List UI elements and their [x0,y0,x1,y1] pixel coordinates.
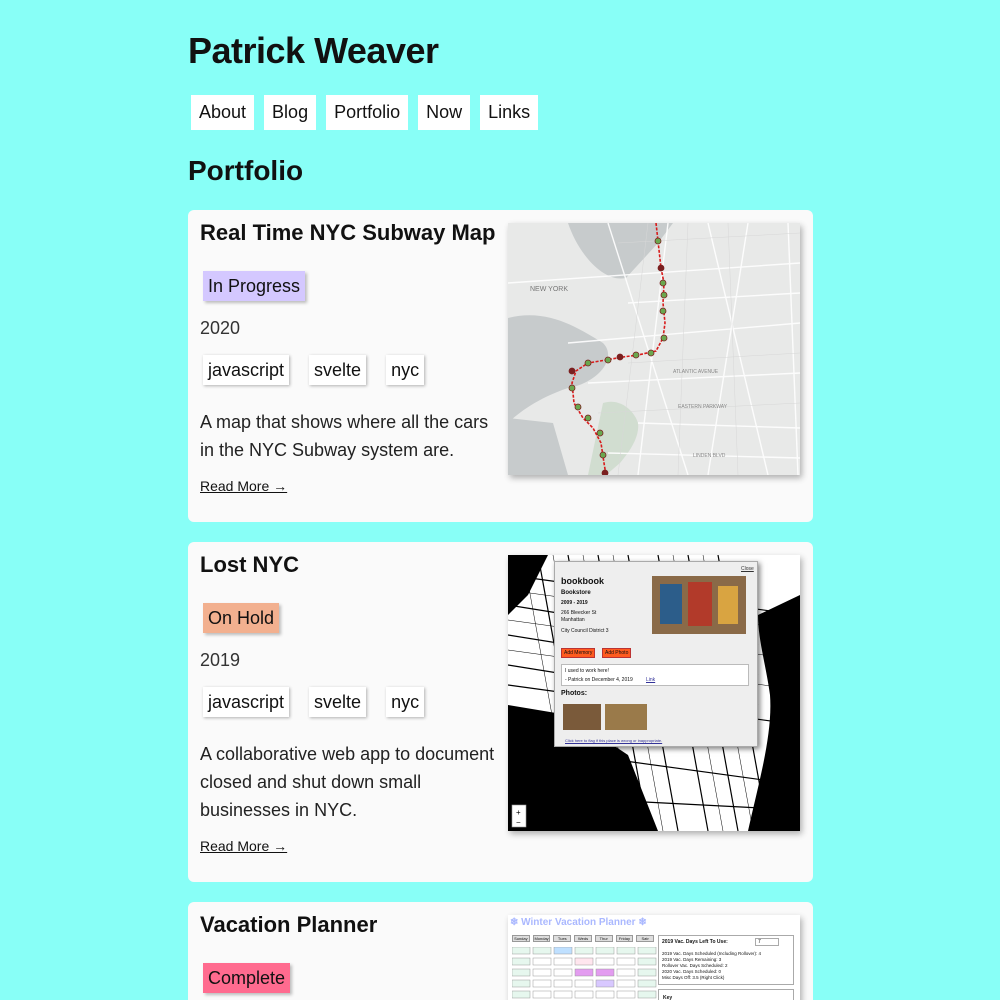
nav-blog[interactable]: Blog [264,95,316,130]
status-badge: On Hold [203,603,279,633]
lost-nyc-screenshot [508,555,800,831]
tag-list [203,687,424,717]
memory-link[interactable]: Link [646,677,656,683]
tag: javascript [203,355,289,385]
map-label: EASTERN PARKWAY [678,404,728,410]
planner-key-box [658,989,794,1000]
site-title[interactable]: Patrick Weaver [188,30,439,71]
main-nav [191,95,538,130]
project-title: Vacation Planner [200,912,378,937]
map-label: NEW YORK [530,286,568,293]
planner-calendar-grid[interactable] [512,947,662,1000]
svg-text:+: + [516,808,521,817]
add-memory-button[interactable]: Add Memory [561,648,595,658]
flag-link[interactable]: Click here to flag if this place is wrong or inappropriate. [565,738,663,743]
tag: nyc [386,355,424,385]
planner-stats-box [658,935,794,985]
tag-list [203,355,424,385]
planner-heading: ❄ Winter Vacation Planner ❄ [510,917,647,928]
day-name: Friday [616,935,634,942]
vacation-planner-screenshot [508,915,800,1000]
map-label: ATLANTIC AVENUE [673,369,719,375]
day-name: Satr [636,935,654,942]
planner-stat: Rollover Vac. Days Scheduled: 2 [662,963,728,968]
popup-district: City Council District 3 [561,628,609,634]
tag: javascript [203,687,289,717]
planner-stat: 2019 Vac. Days Scheduled (Including Rollover): 4 [662,951,761,956]
memory-box [561,664,749,686]
day-name: Tues [553,935,571,942]
popup-address: 266 Bleecker St [561,610,597,616]
place-popup [554,561,758,747]
project-year: 2019 [200,650,241,670]
nav-portfolio[interactable]: Portfolio [326,95,408,130]
day-name: Monday [534,936,549,941]
subway-map-screenshot [508,223,800,475]
tag: svelte [309,687,366,717]
read-more-link[interactable]: Read More → [200,838,288,854]
popup-place-type: Bookstore [561,590,591,596]
days-left-input[interactable]: 7 [755,938,779,946]
add-photo-button[interactable]: Add Photo [602,648,631,658]
nav-about[interactable]: About [191,95,254,130]
project-title: Lost NYC [200,552,299,577]
planner-stat: 2020 Vac. Days Scheduled: 0 [662,969,721,974]
bookstore-photo [652,576,746,634]
project-card-vacation-planner [188,902,813,1000]
subway-map-image [508,223,800,475]
popup-years: 2009 - 2019 [561,600,588,606]
project-year: 2020 [200,318,241,338]
project-title: Real Time NYC Subway Map [200,220,496,245]
day-name: Sunday [512,935,530,942]
tag: svelte [309,355,366,385]
page-title: Portfolio [188,155,304,186]
planner-day-header [512,935,654,942]
memory-text: I used to work here! [565,668,609,674]
day-name: Thur [595,935,613,942]
day-name: Weds [574,935,592,942]
popup-borough: Manhattan [561,617,585,623]
project-card-subway-map [188,210,813,522]
nav-links[interactable]: Links [480,95,538,130]
tag: nyc [386,687,424,717]
read-more-link[interactable]: Read More → [200,478,288,494]
days-left-label: 2019 Vac. Days Left To Use: [662,939,728,945]
popup-place-name: bookbook [561,576,604,586]
status-badge: Complete [203,963,290,993]
project-description: A map that shows where all the cars in the NYC Subway system are. [200,412,489,460]
photo-thumbnail[interactable] [563,704,601,730]
memory-author: - Patrick on December 4, 2019 [565,677,633,683]
map-label: LINDEN BLVD [693,453,726,459]
planner-key-label: Key [663,995,673,1000]
photo-thumbnail[interactable] [605,704,647,730]
popup-close-link[interactable]: Close [741,566,754,572]
planner-stat: 2019 Vac. Days Remaining: 3 [662,957,722,962]
planner-stat: Misc Days Off: 3.5 (Right Click) [662,975,725,980]
nav-now[interactable]: Now [418,95,470,130]
project-description: A collaborative web app to document closed and shut down small businesses in NYC. [200,744,495,820]
status-badge: In Progress [203,271,305,301]
project-card-lost-nyc [188,542,813,882]
svg-text:−: − [516,818,521,827]
photos-label: Photos: [561,690,588,697]
